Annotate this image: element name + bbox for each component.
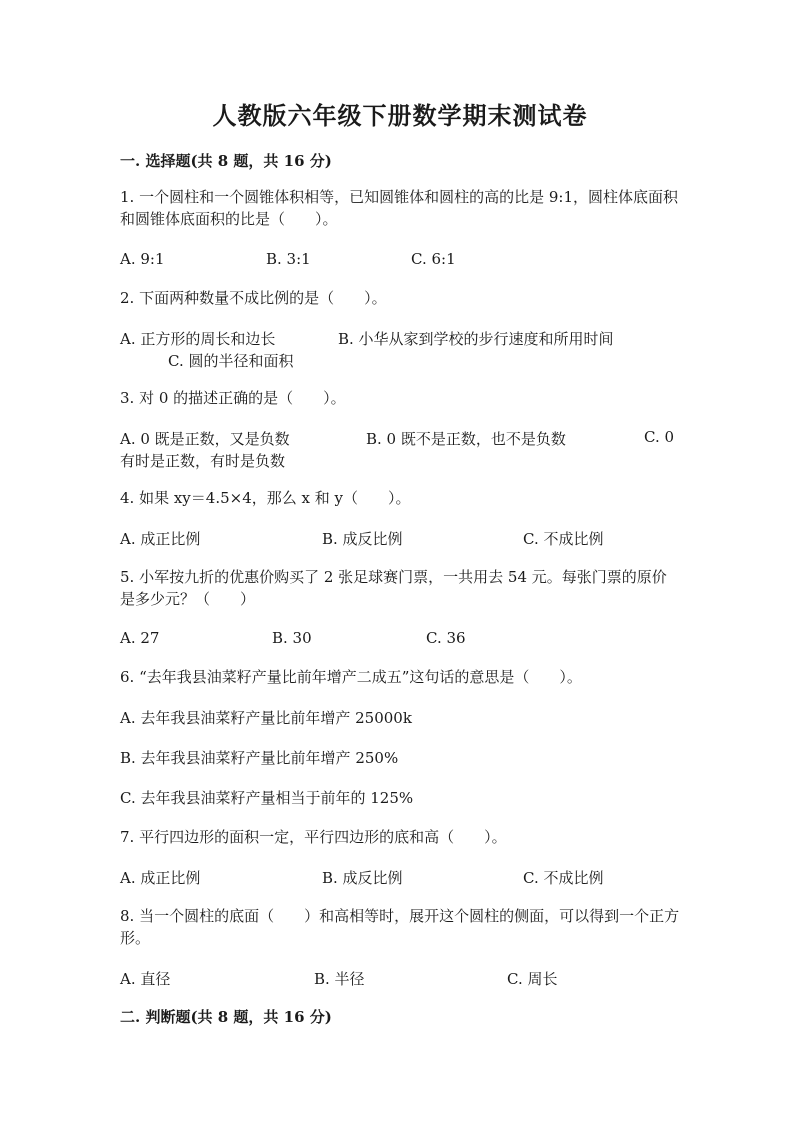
page-title: 人教版六年级下册数学期末测试卷 [212, 101, 588, 130]
question-6: 6. “去年我县油菜籽产量比前年增产二成五”这句话的意思是（ ）。 [120, 668, 582, 686]
q3-option-b: B. 0 既不是正数，也不是负数 [366, 430, 566, 448]
q2-option-a: A. 正方形的周长和边长 [120, 330, 276, 348]
q5-option-b: B. 30 [272, 629, 312, 647]
q1-option-a: A. 9:1 [120, 250, 165, 268]
q8-option-a: A. 直径 [120, 970, 171, 988]
question-5: 5. 小军按九折的优惠价购买了 2 张足球赛门票，一共用去 54 元。每张门票的原价是多少元？（ ） [120, 568, 667, 608]
q5-option-a: A. 27 [120, 629, 160, 647]
q6-option-c: C. 去年我县油菜籽产量相当于前年的 125% [120, 789, 414, 807]
q1-option-b: B. 3:1 [266, 250, 311, 268]
q8-option-b: B. 半径 [314, 970, 365, 988]
q1-option-c: C. 6:1 [411, 250, 456, 268]
q3-option-c-continued: 有时是正数，有时是负数 [120, 452, 286, 470]
q7-option-b: B. 成反比例 [322, 869, 403, 887]
section-heading-choice: 一. 选择题(共 8 题，共 16 分) [120, 152, 332, 170]
section-heading-judgment: 二. 判断题(共 8 题，共 16 分) [120, 1008, 332, 1026]
question-2: 2. 下面两种数量不成比例的是（ ）。 [120, 289, 387, 307]
q4-option-a: A. 成正比例 [120, 530, 201, 548]
question-3: 3. 对 0 的描述正确的是（ ）。 [120, 389, 346, 407]
q4-option-c: C. 不成比例 [523, 530, 604, 548]
q8-option-c: C. 周长 [507, 970, 558, 988]
q2-option-c: C. 圆的半径和面积 [168, 352, 294, 370]
q3-option-a: A. 0 既是正数，又是负数 [120, 430, 290, 448]
q7-option-a: A. 成正比例 [120, 869, 201, 887]
question-4: 4. 如果 xy＝4.5×4，那么 x 和 y（ ）。 [120, 489, 411, 507]
q3-option-c: C. 0 [644, 428, 675, 446]
q2-option-b: B. 小华从家到学校的步行速度和所用时间 [338, 330, 614, 348]
q5-option-c: C. 36 [426, 629, 466, 647]
question-8: 8. 当一个圆柱的底面（ ）和高相等时，展开这个圆柱的侧面，可以得到一个正方形。 [120, 907, 680, 947]
question-7: 7. 平行四边形的面积一定，平行四边形的底和高（ ）。 [120, 828, 507, 846]
q6-option-a: A. 去年我县油菜籽产量比前年增产 25000k [120, 709, 412, 727]
q7-option-c: C. 不成比例 [523, 869, 604, 887]
q6-option-b: B. 去年我县油菜籽产量比前年增产 250% [120, 749, 399, 767]
q4-option-b: B. 成反比例 [322, 530, 403, 548]
question-1: 1. 一个圆柱和一个圆锥体积相等，已知圆锥体和圆柱的高的比是 9:1，圆柱体底面积和圆锥体底面积的比是（ ）。 [120, 188, 678, 228]
